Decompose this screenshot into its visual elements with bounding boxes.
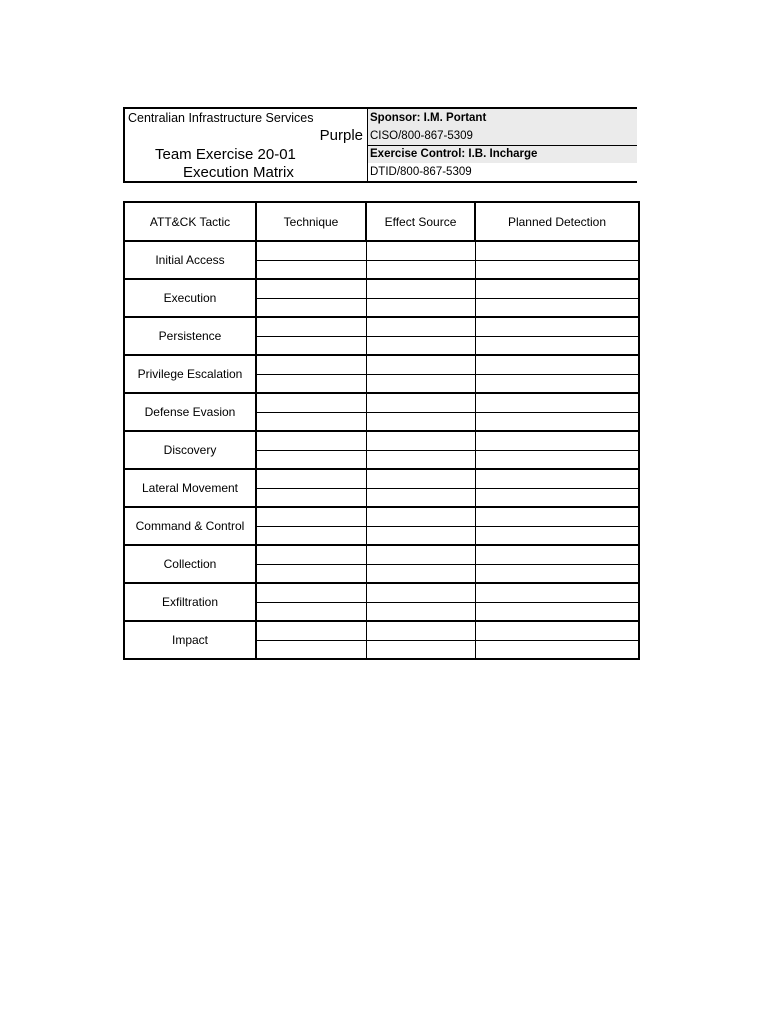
- table-row: [124, 355, 639, 374]
- technique-cell[interactable]: [256, 564, 366, 583]
- technique-cell[interactable]: [256, 298, 366, 317]
- planned-detection-cell[interactable]: [475, 298, 639, 317]
- technique-cell[interactable]: [256, 450, 366, 469]
- effect-source-cell[interactable]: [366, 241, 475, 260]
- planned-detection-cell[interactable]: [475, 526, 639, 545]
- effect-source-cell[interactable]: [366, 260, 475, 279]
- effect-source-cell[interactable]: [366, 298, 475, 317]
- table-row: [124, 469, 639, 488]
- technique-cell[interactable]: [256, 355, 366, 374]
- tactic-label: Lateral Movement: [124, 469, 256, 507]
- technique-cell[interactable]: [256, 412, 366, 431]
- table-row: [124, 393, 639, 412]
- effect-source-cell[interactable]: [366, 374, 475, 393]
- technique-cell[interactable]: [256, 279, 366, 298]
- tactic-label: Collection: [124, 545, 256, 583]
- planned-detection-cell[interactable]: [475, 393, 639, 412]
- matrix-title: Execution Matrix: [183, 164, 294, 181]
- tactic-label: Persistence: [124, 317, 256, 355]
- tactic-label: Defense Evasion: [124, 393, 256, 431]
- effect-source-cell[interactable]: [366, 469, 475, 488]
- technique-cell[interactable]: [256, 545, 366, 564]
- document-header: [123, 107, 637, 183]
- exercise-control-contact: DTID/800-867-5309: [368, 163, 637, 181]
- planned-detection-cell[interactable]: [475, 640, 639, 659]
- planned-detection-cell[interactable]: [475, 507, 639, 526]
- effect-source-cell[interactable]: [366, 564, 475, 583]
- table-row: [124, 431, 639, 450]
- header-contacts-block: [368, 109, 637, 181]
- table-row: [124, 317, 639, 336]
- tactic-label: Privilege Escalation: [124, 355, 256, 393]
- technique-cell[interactable]: [256, 431, 366, 450]
- column-header-effect-source: Effect Source: [366, 202, 475, 241]
- technique-cell[interactable]: [256, 640, 366, 659]
- planned-detection-cell[interactable]: [475, 279, 639, 298]
- effect-source-cell[interactable]: [366, 431, 475, 450]
- column-header-tactic: ATT&CK Tactic: [124, 202, 256, 241]
- effect-source-cell[interactable]: [366, 336, 475, 355]
- technique-cell[interactable]: [256, 621, 366, 640]
- tactic-label: Exfiltration: [124, 583, 256, 621]
- effect-source-cell[interactable]: [366, 545, 475, 564]
- effect-source-cell[interactable]: [366, 317, 475, 336]
- tactic-label: Execution: [124, 279, 256, 317]
- technique-cell[interactable]: [256, 602, 366, 621]
- table-row: [124, 621, 639, 640]
- technique-cell[interactable]: [256, 469, 366, 488]
- team-color-label: Purple: [319, 127, 363, 144]
- planned-detection-cell[interactable]: [475, 469, 639, 488]
- technique-cell[interactable]: [256, 241, 366, 260]
- column-header-technique: Technique: [256, 202, 366, 241]
- table-header-row: [124, 202, 639, 241]
- sponsor-contact: CISO/800-867-5309: [368, 127, 637, 146]
- column-header-planned-detection: Planned Detection: [475, 202, 639, 241]
- technique-cell[interactable]: [256, 317, 366, 336]
- technique-cell[interactable]: [256, 260, 366, 279]
- technique-cell[interactable]: [256, 526, 366, 545]
- table-row: [124, 279, 639, 298]
- effect-source-cell[interactable]: [366, 450, 475, 469]
- header-title-block: [125, 109, 368, 181]
- technique-cell[interactable]: [256, 374, 366, 393]
- sponsor-label: Sponsor: I.M. Portant: [368, 109, 637, 127]
- table-row: [124, 507, 639, 526]
- effect-source-cell[interactable]: [366, 488, 475, 507]
- planned-detection-cell[interactable]: [475, 564, 639, 583]
- tactic-label: Impact: [124, 621, 256, 659]
- exercise-control-label: Exercise Control: I.B. Incharge: [368, 146, 637, 164]
- planned-detection-cell[interactable]: [475, 317, 639, 336]
- effect-source-cell[interactable]: [366, 602, 475, 621]
- tactic-label: Discovery: [124, 431, 256, 469]
- planned-detection-cell[interactable]: [475, 336, 639, 355]
- planned-detection-cell[interactable]: [475, 374, 639, 393]
- effect-source-cell[interactable]: [366, 526, 475, 545]
- technique-cell[interactable]: [256, 507, 366, 526]
- tactic-label: Command & Control: [124, 507, 256, 545]
- planned-detection-cell[interactable]: [475, 241, 639, 260]
- tactic-label: Initial Access: [124, 241, 256, 279]
- effect-source-cell[interactable]: [366, 640, 475, 659]
- organization-name: Centralian Infrastructure Services: [128, 111, 314, 125]
- effect-source-cell[interactable]: [366, 393, 475, 412]
- effect-source-cell[interactable]: [366, 583, 475, 602]
- planned-detection-cell[interactable]: [475, 355, 639, 374]
- planned-detection-cell[interactable]: [475, 488, 639, 507]
- technique-cell[interactable]: [256, 583, 366, 602]
- planned-detection-cell[interactable]: [475, 412, 639, 431]
- planned-detection-cell[interactable]: [475, 450, 639, 469]
- execution-matrix-table: [123, 201, 640, 660]
- technique-cell[interactable]: [256, 336, 366, 355]
- planned-detection-cell[interactable]: [475, 621, 639, 640]
- matrix-body: [124, 241, 639, 659]
- table-row: [124, 583, 639, 602]
- technique-cell[interactable]: [256, 488, 366, 507]
- effect-source-cell[interactable]: [366, 621, 475, 640]
- effect-source-cell[interactable]: [366, 279, 475, 298]
- planned-detection-cell[interactable]: [475, 583, 639, 602]
- effect-source-cell[interactable]: [366, 355, 475, 374]
- effect-source-cell[interactable]: [366, 507, 475, 526]
- effect-source-cell[interactable]: [366, 412, 475, 431]
- planned-detection-cell[interactable]: [475, 431, 639, 450]
- planned-detection-cell[interactable]: [475, 260, 639, 279]
- technique-cell[interactable]: [256, 393, 366, 412]
- planned-detection-cell[interactable]: [475, 602, 639, 621]
- exercise-name: Team Exercise 20-01: [155, 146, 296, 163]
- table-row: [124, 241, 639, 260]
- table-row: [124, 545, 639, 564]
- planned-detection-cell[interactable]: [475, 545, 639, 564]
